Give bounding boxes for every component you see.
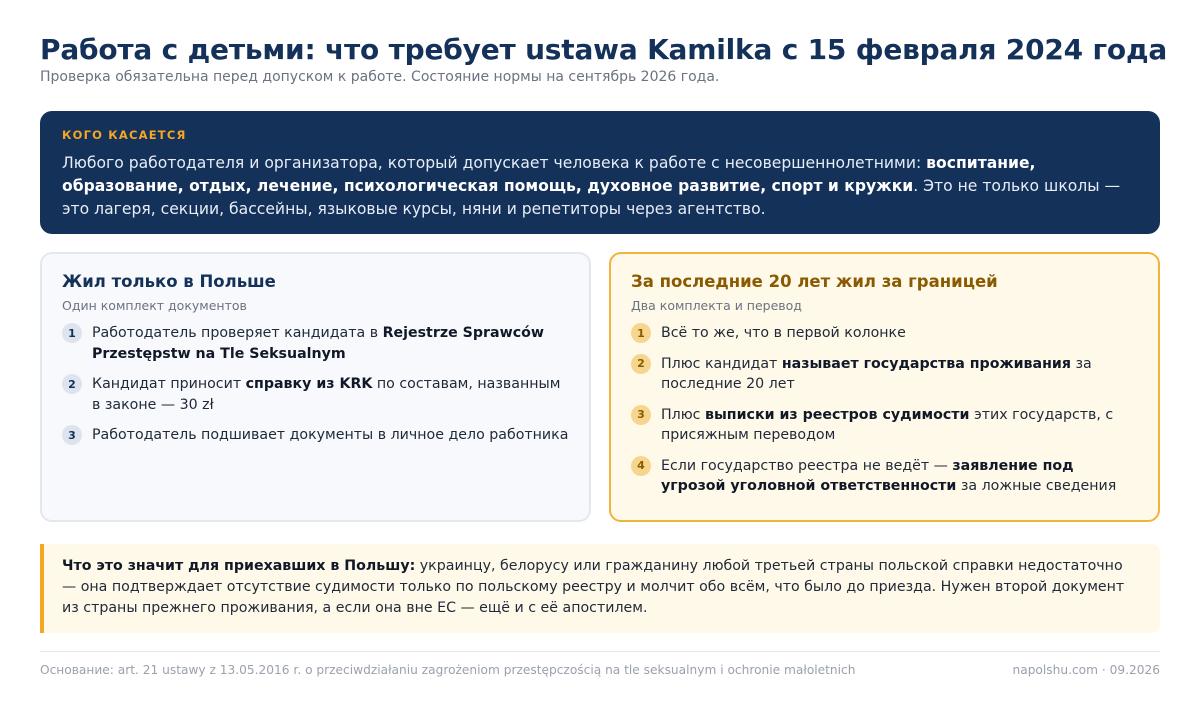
migrants-note-callout: [40, 544, 1160, 633]
card-lived-abroad-20-years: [609, 252, 1160, 522]
step-item: [631, 354, 1138, 395]
page-title: Работа с детьми: что требует ustawa Kamilka с 15 февраля 2024 года: [40, 33, 1168, 66]
step-item: [631, 456, 1138, 497]
steps-list: [62, 323, 569, 446]
step-text: [661, 405, 1138, 446]
card-title: За последние 20 лет жил за границей: [631, 272, 998, 291]
step-text-part: Плюс кандидат: [661, 355, 782, 372]
step-text: [661, 323, 906, 344]
step-item: [62, 425, 569, 446]
card-lived-only-in-poland: [40, 252, 591, 522]
step-text: [92, 425, 568, 446]
card-subtitle: Один комплект документов: [62, 298, 247, 313]
step-number-badge: 2: [62, 374, 82, 394]
step-item: [631, 405, 1138, 446]
step-item: [62, 323, 569, 364]
step-text: [92, 323, 569, 364]
note-heading: Что это значит для приехавших в Польшу:: [62, 558, 416, 574]
step-text-bold: называет государства проживания: [781, 355, 1071, 372]
step-text: [661, 354, 1138, 395]
step-number-badge: 1: [631, 323, 651, 343]
step-text-part: Если государство реестра не ведёт —: [661, 457, 953, 474]
footer-divider: [40, 651, 1160, 652]
step-number-badge: 3: [631, 405, 651, 425]
step-text-part: этих государств, с присяжным переводом: [661, 406, 1114, 443]
card-subtitle: Два комплекта и перевод: [631, 298, 802, 313]
step-text-part: за последние 20 лет: [661, 355, 1092, 392]
step-text: [661, 456, 1138, 497]
step-text-part: Работодатель подшивает документы в личное дело работника: [92, 427, 569, 443]
step-text: [92, 374, 569, 415]
who-text-part-2: . Это не только школы — это лагеря, секции, бассейны, языковые курсы, няни и репетиторы через агентство.: [62, 177, 1121, 218]
step-text-bold: Rejestrze Sprawców Przestępstw na Tle Seksualnym: [92, 325, 544, 362]
who-text-bold: воспитание, образование, отдых, лечение, психологическая помощь, духовное развитие, спорт и кружки: [62, 154, 1036, 195]
step-number-badge: 4: [631, 456, 651, 476]
who-applies-label: КОГО КАСАЕТСЯ: [62, 128, 187, 142]
step-number-badge: 1: [62, 323, 82, 343]
step-number-badge: 2: [631, 354, 651, 374]
steps-list: [631, 323, 1138, 497]
step-item: [62, 374, 569, 415]
step-text-part: Работодатель проверяет кандидата в: [92, 325, 383, 341]
note-text: украинцу, белорусу или гражданину любой третьей страны польской справки недостаточно — она подтверждает отсутствие судимости только по польскому реестру и молчит обо всём, что было до приезда. Нужен второй документ из страны прежнего проживания, а если она вне ЕС — ещё и с её апостилем.: [62, 558, 1125, 616]
step-text-part: Кандидат приносит: [92, 376, 246, 392]
step-text-bold: заявление под угрозой уголовной ответственности: [661, 457, 1074, 494]
who-text-part-1: Любого работодателя и организатора, который допускает человека к работе с несовершеннолетними:: [62, 154, 927, 172]
page-subtitle: Проверка обязательна перед допуском к работе. Состояние нормы на сентябрь 2026 года.: [40, 69, 720, 85]
step-item: [631, 323, 1138, 344]
step-text-bold: справку из KRK: [245, 376, 373, 392]
who-applies-panel: [40, 111, 1160, 234]
step-text-bold: выписки из реестров судимости: [705, 406, 970, 423]
who-applies-text: [62, 152, 1138, 221]
step-number-badge: 3: [62, 425, 82, 445]
footer-legal-source: Основание: art. 21 ustawy z 13.05.2016 r. o przeciwdziałaniu zagrożeniom przestępczością na tle seksualnym i ochronie małoletnich: [40, 663, 856, 677]
step-text-part: за ложные сведения: [956, 478, 1117, 494]
footer-brand: napolshu.com · 09.2026: [1012, 663, 1160, 677]
step-text-part: Плюс: [661, 406, 705, 423]
step-text-part: по составам, названным в законе — 30 zł: [92, 376, 561, 413]
step-text-part: Всё то же, что в первой колонке: [661, 325, 906, 341]
card-title: Жил только в Польше: [62, 272, 276, 291]
